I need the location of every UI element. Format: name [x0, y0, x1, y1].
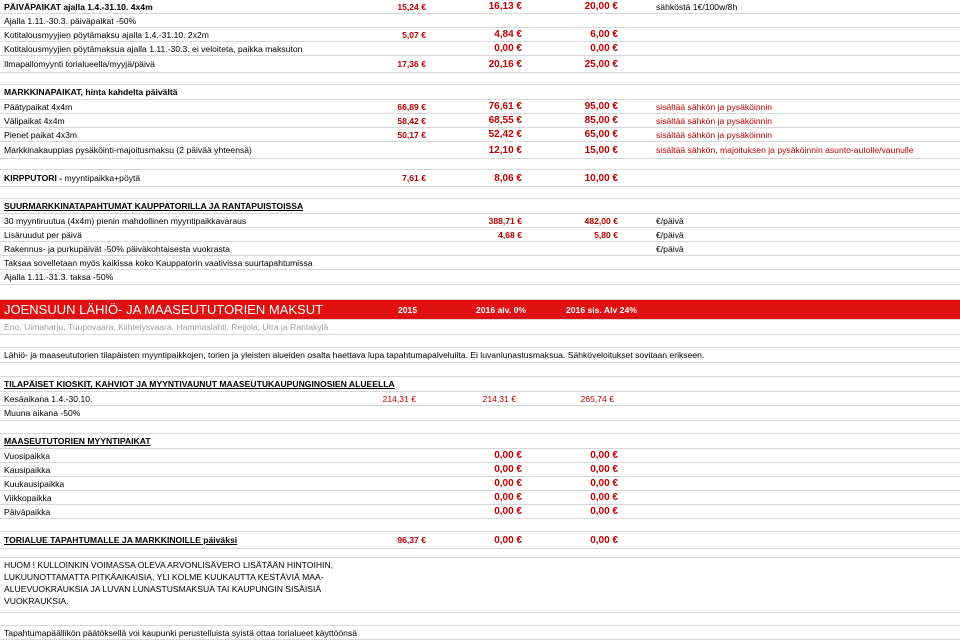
- price-col2: 0,00 €: [494, 450, 522, 461]
- row-label: Ajalla 1.11.-30.3. päiväpaikat -50%: [4, 15, 137, 26]
- row-spacer: [0, 363, 960, 377]
- price-col3: 0,00 €: [590, 43, 618, 54]
- price-col2: 8,06 €: [494, 172, 522, 184]
- row-label: Kotitalousmyyjien pöytämaksu ajalla 1.4.-31.10. 2x2m: [4, 29, 209, 40]
- row-suurmarkkina-header: [0, 199, 960, 214]
- row-label: Muuna aikana -50%: [4, 408, 81, 418]
- price-col1: 96,37 €: [397, 535, 426, 545]
- price-col2: 4,68 €: [498, 229, 522, 240]
- row-kotitalous-winter: [0, 42, 960, 56]
- row-note: sisältää sähkön ja pysäköinnin: [656, 129, 773, 140]
- price-col1: 15,24 €: [397, 1, 426, 12]
- price-col2: 0,00 €: [494, 464, 522, 475]
- row-tapahtumapaallikko: [0, 626, 960, 640]
- price-col3: 95,00 €: [584, 101, 618, 112]
- row-label: Tapahtumapäällikön päätöksellä voi kaupunki perustelluista syistä ottaa torialueet käyttöönsä: [4, 627, 358, 638]
- section-title-text: MARKKINAPAIKAT, hinta kahdelta päivältä: [4, 87, 178, 97]
- price-col3: 0,00 €: [590, 492, 618, 503]
- row-kesaaikana: [0, 392, 960, 406]
- row-pysakointi: [0, 142, 960, 159]
- row-label: Markkinakauppias pysäköinti-majoitusmaksu (2 päivää yhteensä): [4, 145, 252, 155]
- section-title: [4, 85, 178, 99]
- banner-alv24: 2016 sis. Alv 24%: [566, 304, 637, 315]
- row-vuosipaikka: [0, 449, 960, 463]
- price-col2: 0,00 €: [494, 506, 522, 517]
- price-col3: 25,00 €: [584, 58, 618, 70]
- price-col2: 16,13 €: [488, 1, 522, 12]
- price-col1: 17,36 €: [397, 59, 426, 69]
- row-spacer: [0, 159, 960, 170]
- price-col1: 5,07 €: [402, 29, 426, 40]
- row-label: Kuukausipaikka: [4, 478, 65, 489]
- row-spacer: [0, 285, 960, 300]
- row-label: Kesäaikana 1.4.-30.10.: [4, 393, 93, 404]
- row-kioskit-header: [0, 377, 960, 392]
- banner-title: JOENSUUN LÄHIÖ- JA MAASEUTUTORIEN MAKSUT: [4, 302, 324, 317]
- row-taksaa: [0, 256, 960, 270]
- price-col2: 0,00 €: [494, 43, 522, 54]
- banner-alv0: 2016 alv. 0%: [476, 304, 527, 315]
- row-label: Pienet paikat 4x3m: [4, 129, 78, 140]
- price-col3: 0,00 €: [590, 450, 618, 461]
- row-muuna-aikana: [0, 406, 960, 421]
- row-pienet-paikat: [0, 128, 960, 142]
- price-col3: 10,00 €: [584, 172, 618, 184]
- row-label-bold: KIRPPUTORI -: [4, 173, 63, 183]
- price-col3: 65,00 €: [584, 129, 618, 140]
- row-label: Päätypaikat 4x4m: [4, 101, 73, 112]
- price-col3: 482,00 €: [584, 215, 618, 226]
- row-torit-list: [0, 320, 960, 335]
- row-lisaruudut: [0, 228, 960, 242]
- row-maaseututori-header: [0, 434, 960, 449]
- row-label-rest: myyntipaikka+pöytä: [64, 173, 141, 183]
- price-col2: 76,61 €: [488, 101, 522, 112]
- row-label: TORIALUE TAPAHTUMALLE JA MARKKINOILLE päiväksi: [4, 535, 238, 545]
- row-lahio-banner: [0, 300, 960, 320]
- row-viikkopaikka: [0, 491, 960, 505]
- row-note: €/päivä: [656, 215, 684, 226]
- row-markkinapaikat-header: [0, 85, 960, 100]
- row-note: €/päivä: [656, 229, 684, 240]
- price-col2: 4,84 €: [494, 29, 522, 40]
- row-label: Ilmapallomyynti torialueella/myyjä/päivä: [4, 59, 155, 69]
- price-col2: 52,42 €: [488, 129, 522, 140]
- price-col3: 0,00 €: [590, 464, 618, 475]
- row-spacer: [0, 73, 960, 85]
- row-spacer: [0, 549, 960, 558]
- row-label: Kausipaikka: [4, 464, 51, 475]
- row-spacer: [0, 613, 960, 626]
- price-col2: 68,55 €: [488, 115, 522, 126]
- row-label: Lähiö- ja maaseututorien tilapäisten myyntipaikkojen, torien ja yleisten alueiden osalta haettava lupa tapahtumapalveluilta. Ei luvanlunastusmaksua. Sähköveloitukset sovitaan erikseen.: [4, 350, 705, 360]
- row-label: Viikkopaikka: [4, 492, 52, 503]
- price-col2: 388,71 €: [488, 215, 522, 226]
- row-note: sisältää sähkön ja pysäköinnin: [656, 115, 773, 126]
- row-ajalla: [0, 270, 960, 285]
- row-label: Eno, Uimaharju, Tuupovaara, Kiihtelysvaara, Hammaslahti, Reijola, Utra ja Rantakylä: [4, 322, 329, 332]
- price-col1: 214,31 €: [382, 393, 416, 404]
- row-kuukausipaikka: [0, 477, 960, 491]
- row-label: Ajalla 1.11.-31.3. taksa -50%: [4, 272, 114, 282]
- price-col3: 20,00 €: [584, 1, 618, 12]
- price-col1: 66,89 €: [397, 101, 426, 112]
- row-spacer: [0, 519, 960, 532]
- price-col3: 265,74 €: [580, 393, 614, 404]
- price-col3: 0,00 €: [590, 534, 618, 546]
- row-kirpputori: [0, 170, 960, 187]
- price-col2: 0,00 €: [494, 492, 522, 503]
- banner-year: 2015: [398, 304, 418, 315]
- row-label: Päiväpaikka: [4, 506, 51, 517]
- price-col2: 12,10 €: [488, 144, 522, 156]
- price-col3: 85,00 €: [584, 115, 618, 126]
- row-label: PÄIVÄPAIKAT ajalla 1.4.-31.10. 4x4m: [4, 1, 153, 12]
- row-note: €/päivä: [656, 243, 684, 254]
- row-spacer: [0, 421, 960, 434]
- row-kausipaikka: [0, 463, 960, 477]
- row-paatypaikat: [0, 100, 960, 114]
- row-label: 30 myyntiruutua (4x4m) pienin mahdollinen myyntipaikkavaraus: [4, 215, 247, 226]
- row-label: Välipaikat 4x4m: [4, 115, 65, 126]
- section-title: TILAPÄISET KIOSKIT, KAHVIOT JA MYYNTIVAUNUT MAASEUTUKAUPUNGINOSIEN ALUEELLA: [4, 379, 395, 389]
- row-label: Taksaa sovelletaan myös kaikissa koko Kauppatorin vaativissa suurtapahtumissa: [4, 257, 313, 268]
- row-torialue-tapahtuma: [0, 532, 960, 549]
- row-valipaikat: [0, 114, 960, 128]
- price-col2: 0,00 €: [494, 534, 522, 546]
- price-col3: 15,00 €: [584, 144, 618, 156]
- row-ilmapallo: [0, 56, 960, 73]
- row-lupa: [0, 348, 960, 363]
- row-rakennus: [0, 242, 960, 256]
- row-label: [4, 170, 140, 186]
- price-col3: 0,00 €: [590, 506, 618, 517]
- row-note: sisältää sähkön, majoituksen ja pysäköinnin asunto-autolle/vaunulle: [656, 145, 914, 155]
- section-title: MAASEUTUTORIEN MYYNTIPAIKAT: [4, 436, 151, 446]
- row-paivapaikat: [0, 0, 960, 14]
- price-col2: 214,31 €: [482, 393, 516, 404]
- row-myyntiruutua: [0, 214, 960, 228]
- row-note: sähköstä 1€/100w/8h: [656, 1, 738, 12]
- price-col1: 58,42 €: [397, 115, 426, 126]
- row-spacer: [0, 335, 960, 348]
- row-label: Kotitalousmyyjien pöytämaksua ajalla 1.11.-30.3. ei veloiteta, paikka maksuton: [4, 43, 303, 54]
- row-label: Vuosipaikka: [4, 450, 51, 461]
- price-col2: 0,00 €: [494, 478, 522, 489]
- row-note: sisältää sähkön ja pysäköinnin: [656, 101, 773, 112]
- row-label: Rakennus- ja purkupäivät -50% päiväkohtaisesta vuokrasta: [4, 243, 230, 254]
- row-paivapaikka: [0, 505, 960, 519]
- price-col3: 0,00 €: [590, 478, 618, 489]
- price-col1: 50,17 €: [397, 129, 426, 140]
- price-col2: 20,16 €: [488, 58, 522, 70]
- row-kotitalous: [0, 28, 960, 42]
- price-col3: 6,00 €: [590, 29, 618, 40]
- price-col1: 7,61 €: [402, 173, 426, 183]
- row-label: Lisäruudut per päivä: [4, 229, 82, 240]
- row-huom: [0, 558, 960, 613]
- row-label: HUOM ! KULLOINKIN VOIMASSA OLEVA ARVONLISÄVERO LISÄTÄÄN HINTOIHIN, LUKUUNOTTAMATTA PITKÄAIKAISIA, YLI KOLME KUUKAUTTA KESTÄVIÄ MAA-ALUEVUOKRAUKSIA JA LUVAN LUNASTUSMAKSUA TAI KAUPUNGIN SISÄISIÄ VUOKRAUKSIA.: [4, 560, 334, 606]
- section-title: SUURMARKKINATAPAHTUMAT KAUPPATORILLA JA RANTAPUISTOISSA: [4, 201, 304, 211]
- row-paivapaikat-winter: [0, 14, 960, 28]
- row-spacer: [0, 187, 960, 199]
- price-col3: 5,80 €: [594, 229, 618, 240]
